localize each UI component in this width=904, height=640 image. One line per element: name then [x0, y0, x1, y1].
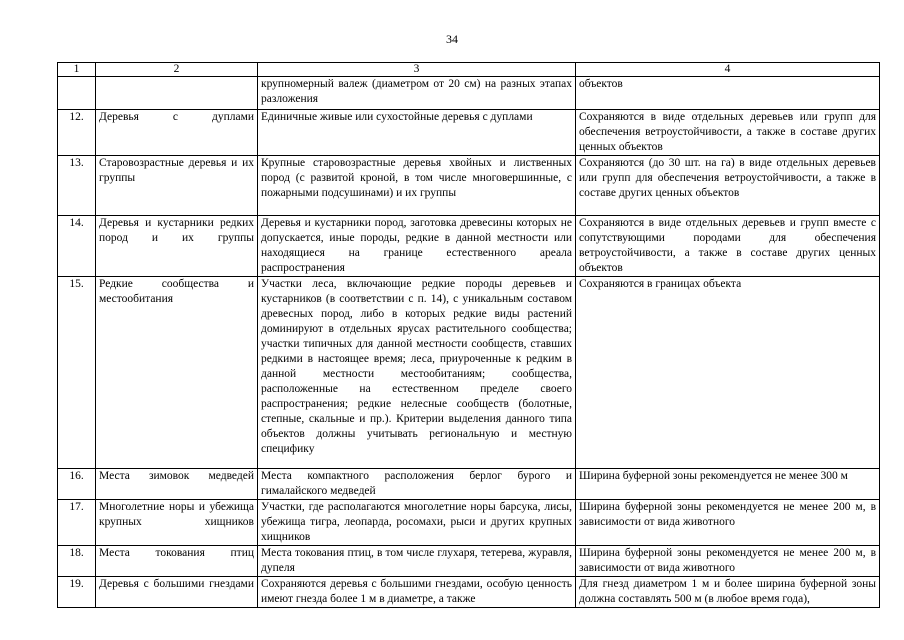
object-name: Многолетние норы и убежища крупных хищников	[96, 500, 258, 546]
column-header-4: 4	[576, 63, 880, 77]
table-row	[58, 500, 880, 546]
object-measures: Ширина буферной зоны рекомендуется не менее 200 м, в зависимости от вида животного	[576, 500, 880, 546]
object-description: Крупные старовозрастные деревья хвойных и лиственных пород (с развитой кроной, в том числе многовершинные, с пожарными подсушинами) и их группы	[258, 156, 576, 216]
column-header-2: 2	[96, 63, 258, 77]
object-description: Места компактного расположения берлог бурого и гималайского медведей	[258, 469, 576, 500]
row-number: 15.	[58, 277, 96, 469]
page-number: 34	[446, 32, 458, 46]
object-name: Деревья с большими гнездами	[96, 577, 258, 608]
row-number: 13.	[58, 156, 96, 216]
object-name: Старовозрастные деревья и их группы	[96, 156, 258, 216]
table-row	[58, 577, 880, 608]
row-number: 18.	[58, 546, 96, 577]
object-description: Места токования птиц, в том числе глухаря, тетерева, журавля, дупеля	[258, 546, 576, 577]
column-header-3: 3	[258, 63, 576, 77]
object-measures: Сохраняются в виде отдельных деревьев и групп вместе с сопутствующими породами для обеспечения ветроустойчивости, а также в составе других ценных объектов	[576, 216, 880, 277]
object-name: Места токования птиц	[96, 546, 258, 577]
row-number: 14.	[58, 216, 96, 277]
object-measures: Ширина буферной зоны рекомендуется не менее 300 м	[576, 469, 880, 500]
table-row	[58, 277, 880, 469]
table-row	[58, 469, 880, 500]
row-number	[58, 77, 96, 110]
document-table	[57, 62, 880, 608]
object-measures: Сохраняются в виде отдельных деревьев или групп для обеспечения ветроустойчивости, а также в составе других ценных объектов	[576, 110, 880, 156]
object-name	[96, 77, 258, 110]
table-row	[58, 546, 880, 577]
column-header-1: 1	[58, 63, 96, 77]
table-row	[58, 156, 880, 216]
object-measures: Сохраняются (до 30 шт. на га) в виде отдельных деревьев или групп для обеспечения ветроустойчивости, а также в составе других ценных объектов	[576, 156, 880, 216]
table-row	[58, 216, 880, 277]
row-number: 19.	[58, 577, 96, 608]
object-measures: Ширина буферной зоны рекомендуется не менее 200 м, в зависимости от вида животного	[576, 546, 880, 577]
object-measures: объектов	[576, 77, 880, 110]
object-description: Деревья и кустарники пород, заготовка древесины которых не допускается, иные породы, редкие в данной местности или находящиеся на границе естественного ареала распространения	[258, 216, 576, 277]
object-description: Участки, где располагаются многолетние норы барсука, лисы, убежища тигра, леопарда, росомахи, рыси и других крупных хищников	[258, 500, 576, 546]
object-description: Единичные живые или сухостойные деревья с дуплами	[258, 110, 576, 156]
object-name: Места зимовок медведей	[96, 469, 258, 500]
table-row	[58, 110, 880, 156]
row-number: 12.	[58, 110, 96, 156]
table-header-row	[58, 63, 880, 77]
object-description: крупномерный валеж (диаметром от 20 см) на разных этапах разложения	[258, 77, 576, 110]
object-name: Деревья с дуплами	[96, 110, 258, 156]
table-row	[58, 77, 880, 110]
object-measures: Для гнезд диаметром 1 м и более ширина буферной зоны должна составлять 500 м (в любое время года),	[576, 577, 880, 608]
object-name: Деревья и кустарники редких пород и их группы	[96, 216, 258, 277]
object-description: Сохраняются деревья с большими гнездами, особую ценность имеют гнезда более 1 м в диаметре, а также	[258, 577, 576, 608]
object-measures: Сохраняются в границах объекта	[576, 277, 880, 469]
object-description: Участки леса, включающие редкие породы деревьев и кустарников (в соответствии с п. 14), с уникальным составом древесных пород, либо в которых редкие виды растений доминируют в отдельных ярусах растительного сообщества; участки типичных для данной местности сообществ, ставших редкими в настоящее время; леса, приуроченные к редким в данной местности местообитаниям; сообщества, расположенные на естественном пределе своего распространения; редкие нелесные сообществ (болотные, степные, скальные и пр.). Критерии выделения данного типа объектов должны учитывать региональную и местную специфику	[258, 277, 576, 469]
row-number: 17.	[58, 500, 96, 546]
row-number: 16.	[58, 469, 96, 500]
object-name: Редкие сообщества и местообитания	[96, 277, 258, 469]
